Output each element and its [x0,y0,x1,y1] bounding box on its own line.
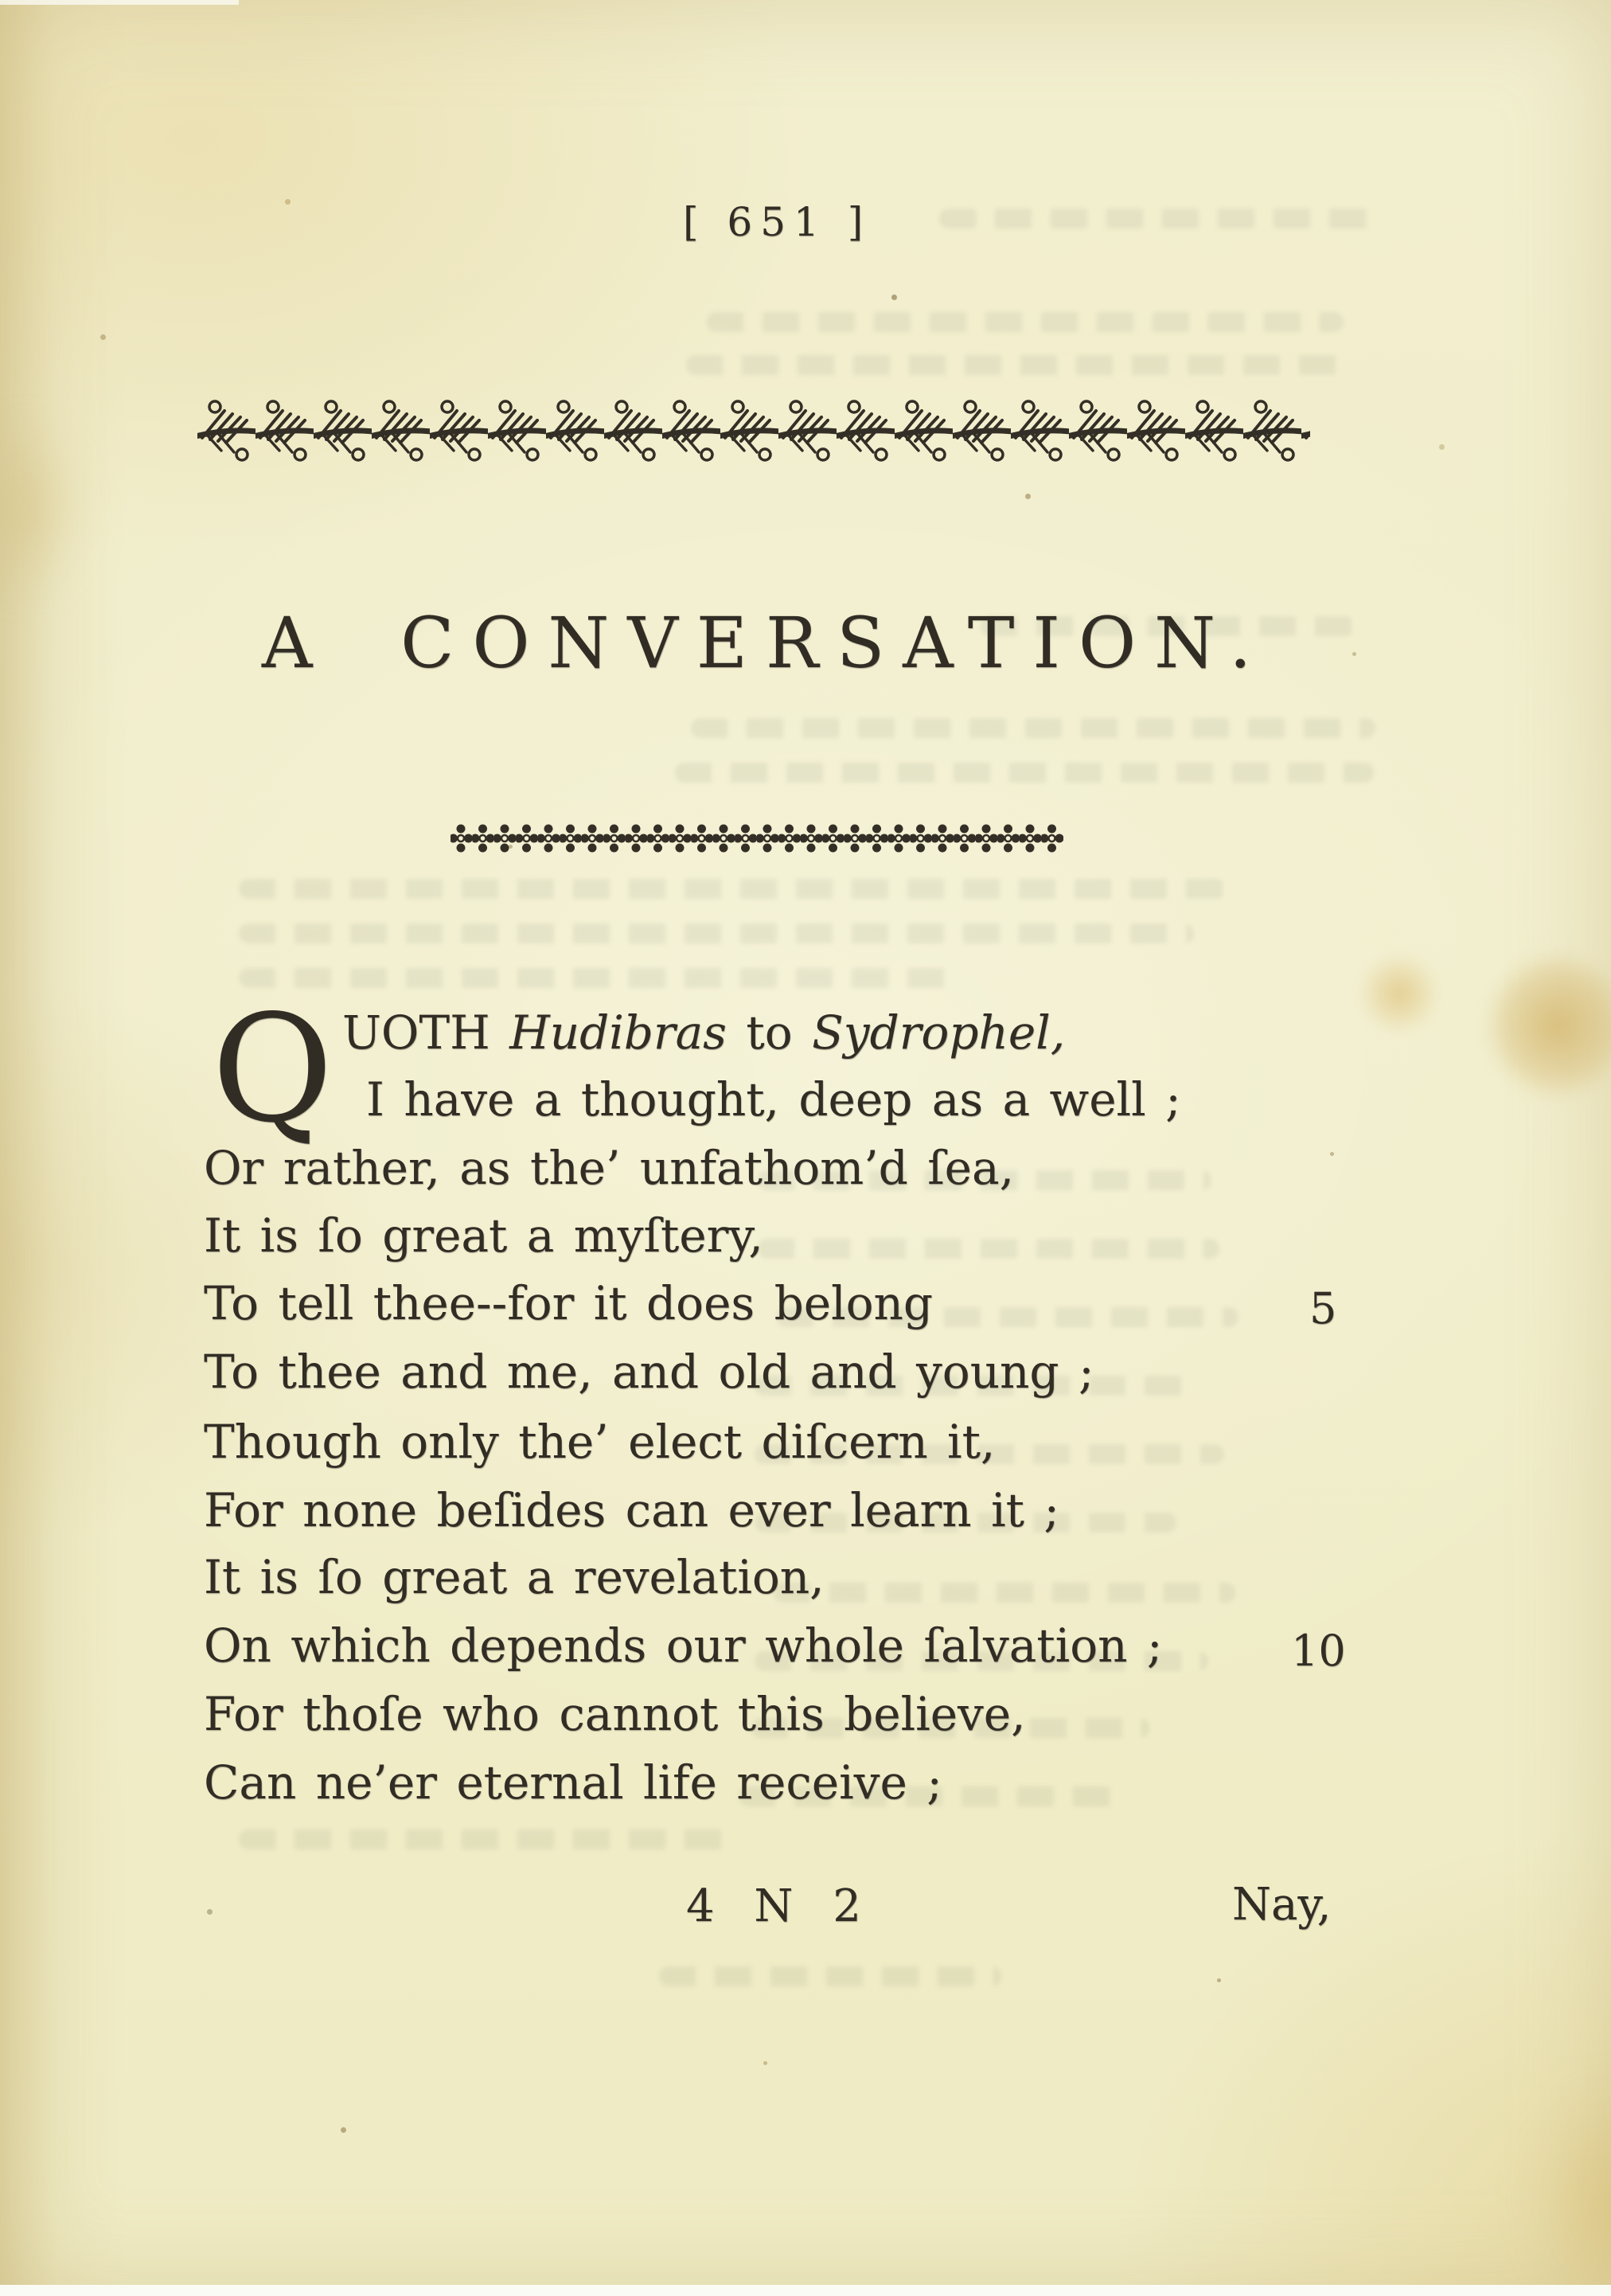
laurel-garland-rule-ornament [197,396,1310,467]
page-title: A CONVERSATION. [261,602,1270,684]
catchword: Nay, [1232,1879,1332,1931]
poem-line-start: UOTH [342,1005,510,1060]
signature-mark: 4 N 2 [686,1880,874,1932]
rosette-row-divider-ornament [451,815,1063,859]
poem-line: Can ne’er eternal life receive ; [204,1755,942,1810]
show-through-line [239,1829,732,1849]
show-through-line [707,312,1344,332]
show-through-line [659,1966,1001,1986]
foxing-stain [1463,930,1611,1121]
show-through-line [675,763,1374,783]
show-through-line [939,209,1385,228]
poem-line: I have a thought, deep as a well ; [366,1072,1181,1127]
poem-line: For thoſe who cannot this believe, [204,1687,1026,1741]
poem-line: Or rather, as the’ unfathom’d ſea, [204,1141,1015,1195]
poem-line: It is ſo great a myſtery, [204,1209,763,1263]
show-through-line [758,1239,1219,1259]
page-number: [ 651 ] [683,199,872,245]
foxing-stain [1358,952,1441,1035]
foxing-stain [1496,2038,1611,2296]
scan-edge [0,2285,1611,2296]
poem-character-name: Hudibras [509,1005,727,1060]
foxing-stain [0,382,103,637]
scan-edge [0,0,239,5]
drop-cap: Q [212,982,334,1155]
poem-line: On which depends our whole ſalvation ; [204,1619,1163,1673]
poem-line: For none beſides can ever learn it ; [204,1483,1059,1537]
show-through-line [686,355,1347,375]
poem-character-name: Sydrophel, [812,1005,1066,1060]
poem-line: To thee and me, and old and young ; [204,1345,1094,1399]
show-through-line [239,968,955,988]
verse-margin-number: 5 [1309,1283,1337,1333]
poem-line [342,1005,1066,1060]
show-through-line [239,879,1226,899]
poem-line-mid: to [726,1005,813,1060]
verse-margin-number: 10 [1291,1626,1346,1676]
show-through-line [239,923,1194,943]
poem-line: It is ſo great a revelation, [204,1550,825,1604]
poem-line: To tell thee--for it does belong [204,1276,934,1330]
show-through-line [691,718,1375,738]
show-through-line [774,1583,1235,1603]
poem-line: Though only the’ elect diſcern it, [204,1415,996,1469]
